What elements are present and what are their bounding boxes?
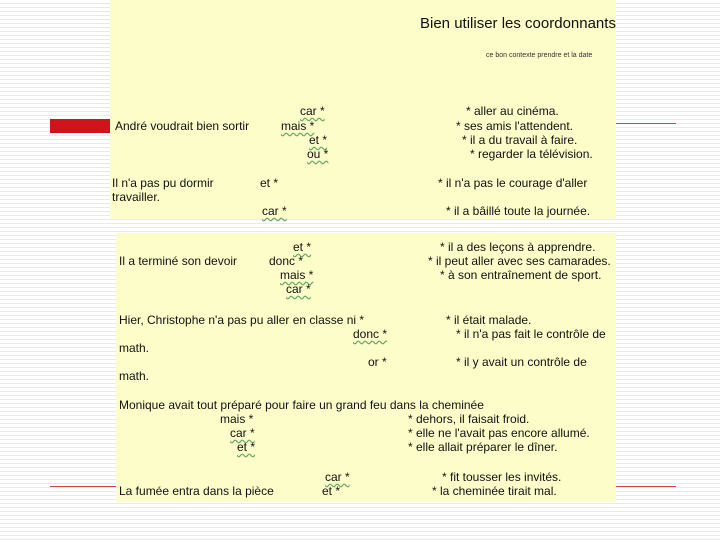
conjunction-option[interactable]: et * xyxy=(322,484,341,498)
sentence-stem-continuation: math. xyxy=(119,341,150,355)
sentence-ending[interactable]: * fit tousser les invités. xyxy=(442,470,562,484)
page-title: Bien utiliser les coordonnants xyxy=(420,15,616,32)
divider-line xyxy=(50,486,116,487)
sentence-ending[interactable]: * il a du travail à faire. xyxy=(462,133,578,147)
page-subtitle: ce bon contexte prendre et la date xyxy=(486,52,593,59)
conjunction-option[interactable]: et * xyxy=(293,240,312,254)
conjunction-option[interactable]: mais * xyxy=(280,268,314,282)
sentence-ending[interactable]: * elle allait préparer le dîner. xyxy=(408,440,558,454)
sentence-stem: Monique avait tout préparé pour faire un grand feu dans la cheminée xyxy=(119,398,484,412)
conjunction-option[interactable]: car * xyxy=(262,204,287,218)
sentence-ending[interactable]: * regarder la télévision. xyxy=(470,147,593,161)
conjunction-option[interactable]: et * xyxy=(237,440,256,454)
conjunction-option[interactable]: or * xyxy=(368,355,387,369)
conjunction-option[interactable]: donc * xyxy=(269,254,304,268)
sentence-stem: André voudrait bien sortir xyxy=(115,119,250,133)
sentence-ending[interactable]: * dehors, il faisait froid. xyxy=(408,412,530,426)
conjunction-option[interactable]: mais * xyxy=(220,412,254,426)
conjunction-option[interactable]: ou * xyxy=(307,147,329,161)
conjunction-option[interactable]: car * xyxy=(286,282,311,296)
sentence-ending[interactable]: * il était malade. xyxy=(446,313,532,327)
sentence-ending[interactable]: * il n'a pas le courage d'aller xyxy=(438,176,588,190)
sentence-stem: Il n'a pas pu dormir xyxy=(112,176,214,190)
sentence-ending[interactable]: * il a bâillé toute la journée. xyxy=(446,204,591,218)
sentence-stem: Hier, Christophe n'a pas pu aller en classe ni * xyxy=(119,313,365,327)
conjunction-option[interactable]: car * xyxy=(230,426,255,440)
divider-line xyxy=(614,486,676,487)
conjunction-option[interactable]: car * xyxy=(325,470,350,484)
sentence-stem: La fumée entra dans la pièce xyxy=(119,484,274,498)
sentence-ending[interactable]: * ses amis l'attendent. xyxy=(456,119,574,133)
conjunction-option[interactable]: car * xyxy=(300,104,325,118)
sentence-ending[interactable]: * il y avait un contrôle de xyxy=(456,355,587,369)
sentence-ending[interactable]: * la cheminée tirait mal. xyxy=(432,484,557,498)
conjunction-option[interactable]: mais * xyxy=(281,119,315,133)
divider-line xyxy=(614,123,676,124)
sentence-ending[interactable]: * elle ne l'avait pas encore allumé. xyxy=(408,426,590,440)
conjunction-option[interactable]: et * xyxy=(260,176,279,190)
sentence-ending[interactable]: * il n'a pas fait le contrôle de xyxy=(456,327,606,341)
sentence-ending[interactable]: * à son entraînement de sport. xyxy=(440,268,602,282)
sentence-ending[interactable]: * il a des leçons à apprendre. xyxy=(440,240,596,254)
conjunction-option[interactable]: et * xyxy=(309,133,328,147)
red-accent-bar xyxy=(50,119,110,133)
sentence-ending[interactable]: * il peut aller avec ses camarades. xyxy=(428,254,611,268)
sentence-ending[interactable]: * aller au cinéma. xyxy=(466,104,559,118)
sentence-stem: Il a terminé son devoir xyxy=(119,254,238,268)
sentence-stem-continuation: math. xyxy=(119,369,150,383)
sentence-stem-continuation: travailler. xyxy=(112,190,161,204)
conjunction-option[interactable]: donc * xyxy=(353,327,388,341)
